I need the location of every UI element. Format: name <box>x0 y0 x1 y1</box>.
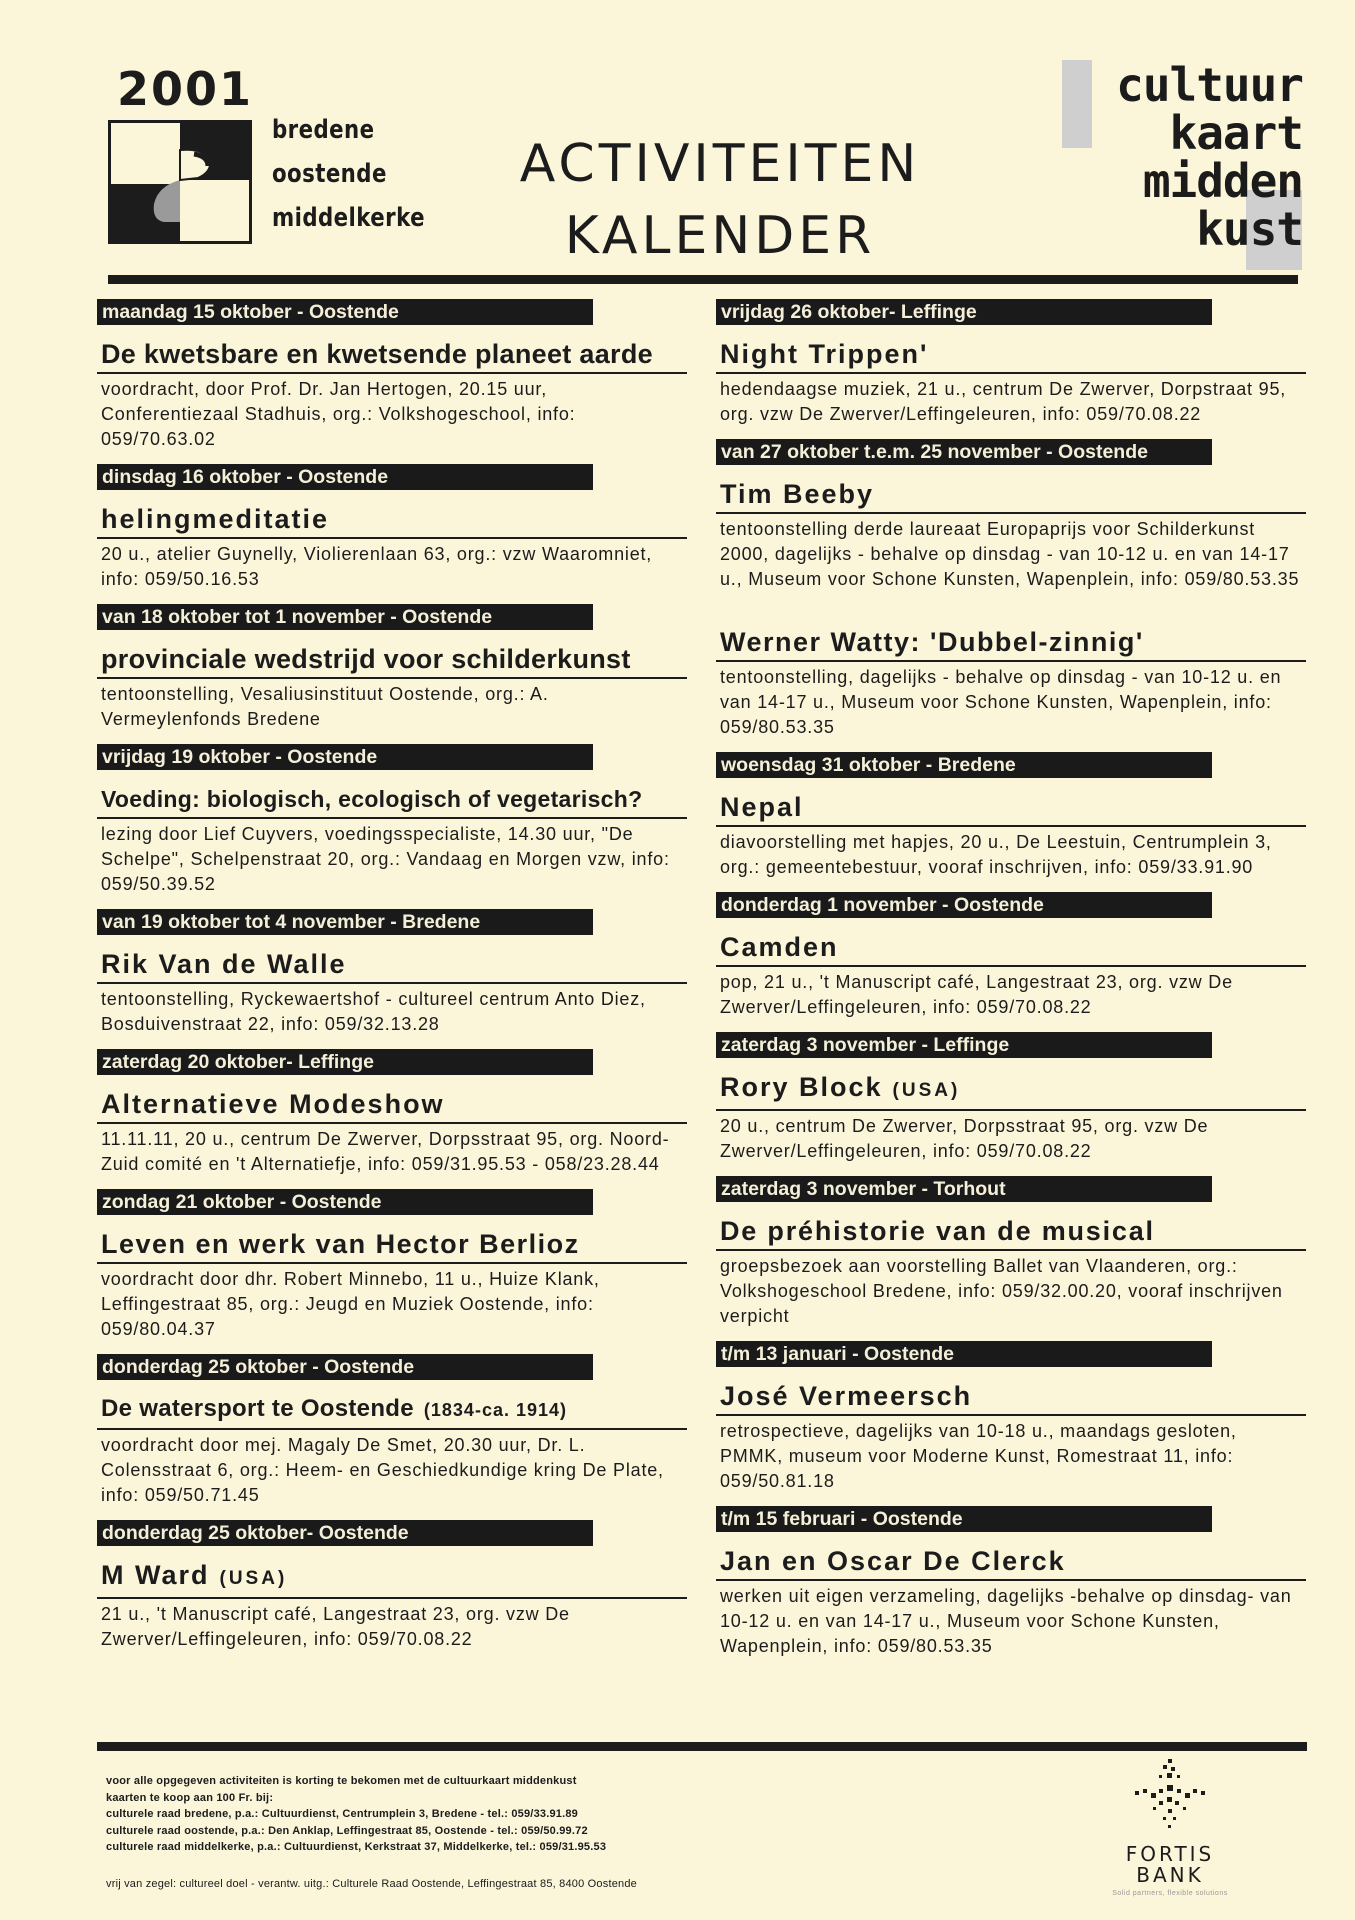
event <box>97 299 687 452</box>
event-title: Leven en werk van Hector Berlioz <box>97 1226 687 1264</box>
event <box>716 1506 1306 1659</box>
event-description: 11.11.11, 20 u., centrum De Zwerver, Dorpsstraat 95, org. Noord-Zuid comité en 't Alternatiefje, info: 059/31.95.53 - 058/23.28.44 <box>101 1129 670 1174</box>
event-title-main: De watersport te Oostende <box>101 1395 414 1422</box>
event-title: provinciale wedstrijd voor schilderkunst <box>97 641 687 679</box>
event-title: Rik Van de Walle <box>97 946 687 984</box>
event-title: De kwetsbare en kwetsende planeet aarde <box>97 336 687 374</box>
event-title: Jan en Oscar De Clerck <box>716 1543 1306 1581</box>
footer-line: culturele raad oostende, p.a.: Den Anklap, Leffingestraat 85, Oostende - tel.: 059/50.99.72 <box>106 1824 588 1837</box>
event-title <box>97 1557 687 1599</box>
fortis-mark-icon <box>1115 1755 1225 1839</box>
brand-line-3: midden <box>1142 154 1303 208</box>
year: 2001 <box>117 62 254 116</box>
event-date: zaterdag 20 oktober- Leffinge <box>97 1049 593 1075</box>
event-date: dinsdag 16 oktober - Oostende <box>97 464 593 490</box>
event-spacer <box>716 604 1306 618</box>
event-title-sub: (USA) <box>219 1568 288 1589</box>
event-date: van 27 oktober t.e.m. 25 november - Oostende <box>716 439 1212 465</box>
event-description: voordracht, door Prof. Dr. Jan Hertogen, 20.15 uur, Conferentiezaal Stadhuis, org.: Volkshogeschool, info: 059/70.63.02 <box>101 379 576 449</box>
event-date: zondag 21 oktober - Oostende <box>97 1189 593 1215</box>
page-title <box>420 128 1020 272</box>
event <box>97 1354 687 1508</box>
footer-info <box>106 1773 637 1892</box>
event-description: retrospectieve, dagelijks van 10-18 u., maandags gesloten, PMMK, museum voor Moderne Kunst, Romestraat 11, info: 059/50.81.18 <box>720 1421 1237 1491</box>
brand-line-4: kust <box>1196 202 1303 256</box>
event <box>716 752 1306 880</box>
title-line-1: ACTIVITEITEN <box>519 134 921 194</box>
event-date: vrijdag 26 oktober- Leffinge <box>716 299 1212 325</box>
event <box>97 1049 687 1177</box>
event-title-main: M Ward <box>101 1560 210 1590</box>
event <box>97 1520 687 1652</box>
event-description: 20 u., atelier Guynelly, Violierenlaan 63, org.: vzw Waaromniet, info: 059/50.16.53 <box>101 544 653 589</box>
event-date: donderdag 25 oktober - Oostende <box>97 1354 593 1380</box>
publisher-line: vrij van zegel: cultureel doel - verantw. uitg.: Culturele Raad Oostende, Leffingestraat 85, 8400 Oostende <box>106 1877 637 1890</box>
event-title: Camden <box>716 929 1306 967</box>
footer-line: voor alle opgegeven activiteiten is korting te bekomen met de cultuurkaart middenkust <box>106 1775 577 1787</box>
event <box>716 439 1306 592</box>
event <box>97 909 687 1037</box>
event-description: diavoorstelling met hapjes, 20 u., De Leestuin, Centrumplein 3, org.: gemeentebestuur, vooraf inschrijven, info: 059/33.91.90 <box>720 832 1272 877</box>
footer-line: culturele raad middelkerke, p.a.: Cultuurdienst, Kerkstraat 37, Middelkerke, tel.: 059/31.95.53 <box>106 1841 607 1853</box>
event <box>716 892 1306 1020</box>
event-description: werken uit eigen verzameling, dagelijks -behalve op dinsdag- van 10-12 u. en van 14-17 u., Museum voor Schone Kunsten, Wapenplein, info: 059/80.53.35 <box>720 1586 1292 1656</box>
event <box>97 604 687 732</box>
event-date: donderdag 25 oktober- Oostende <box>97 1520 593 1546</box>
cultuurkaart-logo <box>1058 60 1303 270</box>
event-description: voordracht door dhr. Robert Minnebo, 11 u., Huize Klank, Leffingestraat 85, org.: Jeugd en Muziek Oostende, info: 059/80.04.37 <box>101 1269 600 1339</box>
sponsor-name-2: BANK <box>1136 1863 1204 1887</box>
event-description: tentoonstelling, Vesaliusinstituut Oostende, org.: A. Vermeylenfonds Bredene <box>101 684 549 729</box>
event-description: tentoonstelling derde laureaat Europaprijs voor Schilderkunst 2000, dagelijks - behalve op dinsdag - van 10-12 u. en van 14-17 u., Museum voor Schone Kunsten, Wapenplein, info: 059/80.53.35 <box>720 519 1300 589</box>
event-title: Alternatieve Modeshow <box>97 1086 687 1124</box>
event-description: voordracht door mej. Magaly De Smet, 20.30 uur, Dr. L. Colensstraat 6, org.: Heem- en Geschiedkundige kring De Plate, info: 059/50.71.45 <box>101 1435 664 1505</box>
event-date: van 19 oktober tot 4 november - Bredene <box>97 909 593 935</box>
event-date: zaterdag 3 november - Torhout <box>716 1176 1212 1202</box>
event-title: Werner Watty: 'Dubbel-zinnig' <box>716 624 1306 662</box>
event-date: van 18 oktober tot 1 november - Oostende <box>97 604 593 630</box>
event-description: hedendaagse muziek, 21 u., centrum De Zwerver, Dorpstraat 95, org. vzw De Zwerver/Leffingeleuren, info: 059/70.08.22 <box>720 379 1287 424</box>
event-title: Voeding: biologisch, ecologisch of vegetarisch? <box>97 781 687 819</box>
brand-line-2: kaart <box>1169 106 1303 160</box>
footer-line: kaarten te koop aan 100 Fr. bij: <box>106 1791 274 1804</box>
footer-line: culturele raad bredene, p.a.: Cultuurdienst, Centrumplein 3, Bredene - tel.: 059/33.91.89 <box>106 1808 578 1820</box>
event <box>97 1189 687 1342</box>
event-description: tentoonstelling, dagelijks - behalve op dinsdag - van 10-12 u. en van 14-17 u., Museum voor Schone Kunsten, Wapenplein, info: 059/80.53.35 <box>720 667 1282 737</box>
town-bredene: bredene <box>272 115 375 145</box>
event-description: pop, 21 u., 't Manuscript café, Langestraat 23, org. vzw De Zwerver/Leffingeleuren, info: 059/70.08.22 <box>720 972 1233 1017</box>
event-title: Nepal <box>716 789 1306 827</box>
event-date: donderdag 1 november - Oostende <box>716 892 1212 918</box>
event <box>716 604 1306 740</box>
title-line-2: KALENDER <box>564 206 876 266</box>
event-title <box>716 1069 1306 1111</box>
brand-line-1: cultuur <box>1116 58 1303 112</box>
event-description: lezing door Lief Cuyvers, voedingsspecialiste, 14.30 uur, "De Schelpe", Schelpenstraat 20, org.: Vandaag en Morgen vzw, info: 059/50.39.52 <box>101 824 670 894</box>
event-title: José Vermeersch <box>716 1378 1306 1416</box>
event <box>716 1341 1306 1494</box>
event-title: De préhistorie van de musical <box>716 1213 1306 1251</box>
event-title-sub: (USA) <box>892 1080 961 1101</box>
sponsor-logo <box>1070 1755 1270 1905</box>
bottom-divider <box>97 1742 1307 1751</box>
town-oostende: oostende <box>272 159 387 189</box>
event-title: helingmeditatie <box>97 501 687 539</box>
sponsor-tagline: Solid partners, flexible solutions <box>1112 1890 1228 1897</box>
event <box>716 1032 1306 1164</box>
right-column <box>716 299 1306 1659</box>
town-middelkerke: middelkerke <box>272 203 425 233</box>
event-title <box>97 1391 687 1430</box>
event <box>716 1176 1306 1329</box>
event-date: vrijdag 19 oktober - Oostende <box>97 744 593 770</box>
sponsor-name: FORTIS <box>1125 1842 1215 1866</box>
event-title: Tim Beeby <box>716 476 1306 514</box>
top-divider <box>108 275 1298 284</box>
event-title: Night Trippen' <box>716 336 1306 374</box>
event-description: 20 u., centrum De Zwerver, Dorpsstraat 95, org. vzw De Zwerver/Leffingeleuren, info: 059/70.08.22 <box>720 1116 1209 1161</box>
left-column <box>97 299 687 1652</box>
event-date: t/m 15 februari - Oostende <box>716 1506 1212 1532</box>
event-description: 21 u., 't Manuscript café, Langestraat 23, org. vzw De Zwerver/Leffingeleuren, info: 059/70.08.22 <box>101 1604 570 1649</box>
event-description: groepsbezoek aan voorstelling Ballet van Vlaanderen, org.: Volkshogeschool Bredene, info: 059/32.00.20, vooraf inschrijven verpicht <box>720 1256 1283 1326</box>
event-date: maandag 15 oktober - Oostende <box>97 299 593 325</box>
event-title-main: Rory Block <box>720 1072 883 1102</box>
event-description: tentoonstelling, Ryckewaertshof - cultureel centrum Anto Diez, Bosduivenstraat 22, info: 059/32.13.28 <box>101 989 646 1034</box>
event-date: woensdag 31 oktober - Bredene <box>716 752 1212 778</box>
event-date: t/m 13 januari - Oostende <box>716 1341 1212 1367</box>
region-logo-icon <box>108 120 252 244</box>
event <box>716 299 1306 427</box>
event <box>97 464 687 592</box>
event-date: zaterdag 3 november - Leffinge <box>716 1032 1212 1058</box>
event <box>97 744 687 897</box>
event-title-sub: (1834-ca. 1914) <box>423 1400 567 1420</box>
